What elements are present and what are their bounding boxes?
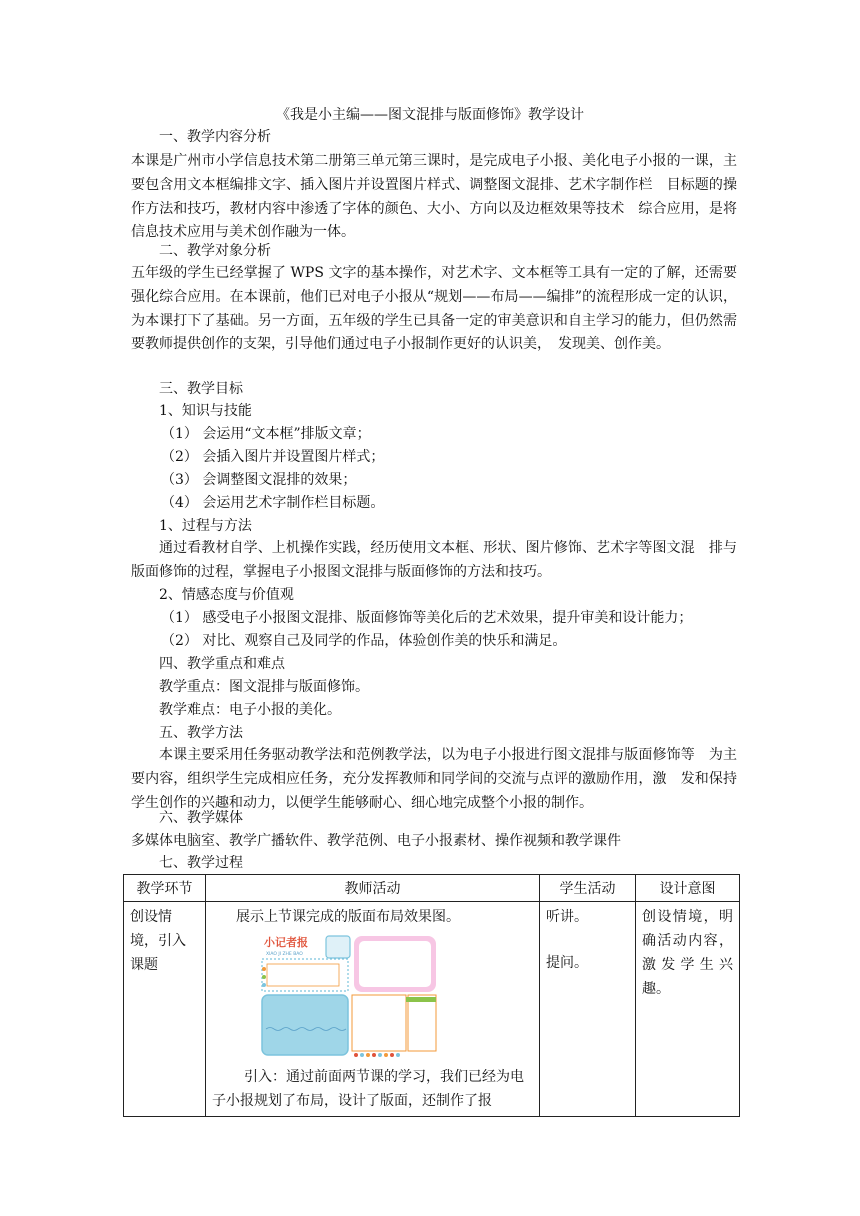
teacher-activity-intro: 展示上节课完成的版面布局效果图。	[236, 909, 460, 925]
section-heading-2: 二、教学对象分析	[159, 243, 271, 259]
table-row	[124, 902, 740, 1117]
student-activity-listen: 听讲。	[546, 909, 588, 925]
section-1-text: 本课是广州市小学信息技术第二册第三单元第三课时，是完成电子小报、美化电子小报的一课，主要包含用文本框编排文字、插入图片并设置图片样式、调整图文混排、艺术字制作栏 目标题的操作方法和技巧，教材内容中渗透了字体的颜色、大小、方向以及边框效果等技术 综合应用，是将信息技术应用与美术创作融为一体。	[131, 153, 737, 241]
key-point: 教学重点：图文混排与版面修饰。	[159, 679, 369, 695]
column-header: 学生活动	[540, 875, 636, 902]
difficult-point: 教学难点：电子小报的美化。	[159, 702, 341, 718]
section-heading-7: 七、教学过程	[159, 855, 243, 871]
teaching-process-table	[123, 874, 740, 1117]
section-heading-5: 五、教学方法	[159, 725, 243, 741]
design-intent-cell: 创设情境，明确活动内容，激发学生兴趣。	[636, 902, 740, 1117]
section-heading-3: 三、教学目标	[159, 381, 243, 397]
table-header-row	[124, 875, 740, 902]
student-activity-ask: 提问。	[546, 955, 588, 971]
teacher-activity-intro-speech: 引入：通过前面两节课的学习，我们已经为电子小报规划了布局，设计了版面，还制作了报	[212, 1069, 524, 1109]
section-heading-6: 六、教学媒体	[159, 810, 243, 826]
goal-2-heading: 1、过程与方法	[159, 518, 252, 534]
layout-preview-image	[258, 933, 438, 1061]
goal-1-item: （1） 会运用“文本框”排版文章；	[161, 426, 371, 442]
newspaper-layout-illustration	[258, 933, 438, 1061]
teacher-activity-cell	[206, 902, 540, 1117]
logo-subtext: XIAO JI ZHE BAO	[266, 952, 303, 957]
goal-1-item: （4） 会运用艺术字制作栏目标题。	[161, 495, 385, 511]
section-heading-1: 一、教学内容分析	[159, 129, 271, 145]
goal-1-item: （3） 会调整图文混排的效果；	[161, 472, 357, 488]
logo-text: 小记者报	[264, 936, 308, 949]
section-heading-4: 四、教学重点和难点	[159, 656, 285, 672]
goal-2-text: 通过看教材自学、上机操作实践，经历使用文本框、形状、图片修饰、艺术字等图文混 排与版面修饰的过程，掌握电子小报图文混排与版面修饰的方法和技巧。	[131, 540, 737, 580]
column-header: 教师活动	[206, 875, 540, 902]
section-6-text: 多媒体电脑室、教学广播软件、教学范例、电子小报素材、操作视频和教学课件	[131, 833, 621, 849]
stage-cell: 创设情境，引入课题	[124, 902, 206, 1117]
section-2-text: 五年级的学生已经掌握了 WPS 文字的基本操作，对艺术字、文本框等工具有一定的了解，还需要强化综合应用。在本课前，他们已对电子小报从“规划——布局——编排”的流程形成一定的认识，为本课打下了基础。另一方面，五年级的学生已具备一定的审美意识和自主学习的能力，但仍然需要教师提供创作的支架，引导他们通过电子小报制作更好的认识美， 发现美、创作美。	[131, 265, 737, 353]
goal-3-heading: 2、情感态度与价值观	[159, 587, 294, 603]
column-header: 教学环节	[124, 875, 206, 902]
goal-3-item: （2） 对比、观察自己及同学的作品，体验创作美的快乐和满足。	[161, 633, 567, 649]
section-5-text: 本课主要采用任务驱动教学法和范例教学法，以为电子小报进行图文混排与版面修饰等 为主要内容，组织学生完成相应任务，充分发挥教师和同学间的交流与点评的激励作用，激 发和保持学生创作的兴趣和动力，以便学生能够耐心、细心地完成整个小报的制作。	[131, 747, 737, 811]
goal-1-item: （2） 会插入图片并设置图片样式；	[161, 449, 385, 465]
doc-title: 《我是小主编——图文混排与版面修饰》教学设计	[276, 107, 584, 123]
student-activity-cell	[540, 902, 636, 1117]
column-header: 设计意图	[636, 875, 740, 902]
goal-1-heading: 1、知识与技能	[159, 403, 252, 419]
goal-3-item: （1） 感受电子小报图文混排、版面修饰等美化后的艺术效果，提升审美和设计能力；	[161, 610, 693, 626]
